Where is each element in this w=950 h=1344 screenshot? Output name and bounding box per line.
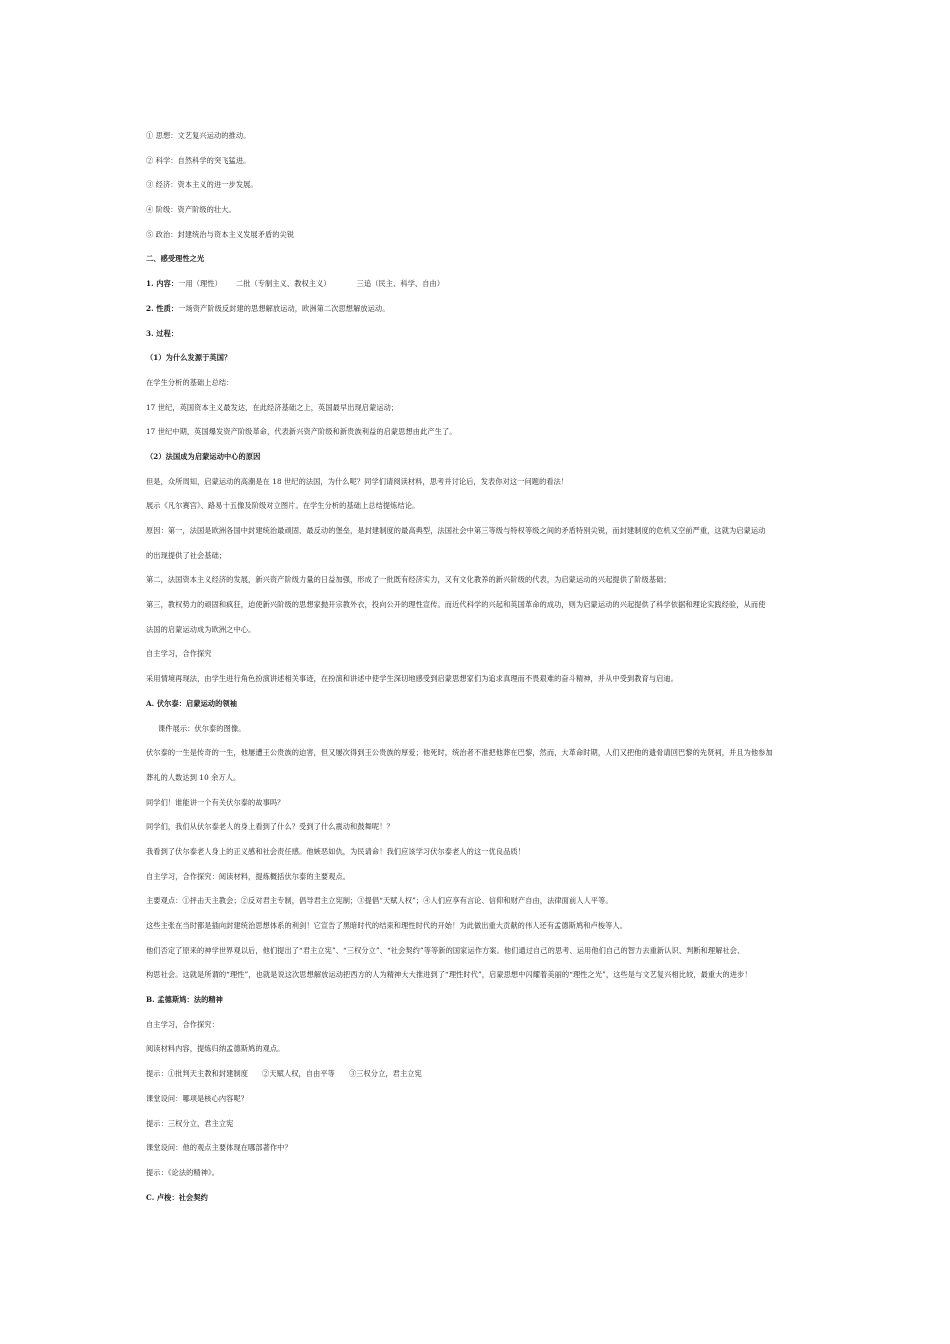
montesquieu-hint-2: 提示：三权分立，君主立宪 — [146, 1118, 234, 1128]
montesquieu-heading: B. 孟德斯鸠：法的精神 — [146, 995, 223, 1005]
voltaire-question-story: 同学们！谁能讲一个有关伏尔泰的故事吗？ — [146, 797, 285, 807]
reason1-line-a: 原因：第一，法国是欧洲各国中封建统治最顽固、最反动的堡垒，是封建制度的最高典型，法国社会中第三等级与特权等级之间的矛盾特别尖锐，而封建制度的危机又空前严重，这就为启蒙运动 — [146, 526, 766, 535]
voltaire-summary-line-a: 他们否定了原来的神学世界观以后，他们提出了“君主立宪”、“三权分立”、“社会契约”等等新的国家运作方案。他们通过自己的思考、运用他们自己的智力去重新认识、判断和理解社会、 — [146, 945, 745, 955]
q1-line-3: 17 世纪中期，英国爆发资产阶级革命，代表新兴资产阶级和新贵族利益的启蒙思想由此产生了。 — [146, 427, 457, 437]
q1-line-1: 在学生分析的基础上总结： — [146, 377, 234, 387]
voltaire-question-learn: 同学们，我们从伏尔泰老人的身上看到了什么？受到了什么震动和鼓舞呢！？ — [146, 822, 394, 832]
q1-heading: （1）为什么发源于英国？ — [146, 353, 232, 363]
voltaire-courseware: 课件展示：伏尔泰的图像。 — [158, 723, 246, 733]
q1-line-2: 17 世纪，英国资本主义最发达，在此经济基础之上，英国最早出现启蒙运动； — [146, 402, 399, 412]
reason1-line-b: 的出现提供了社会基础； — [146, 550, 227, 560]
background-item-4: ④ 阶级：资产阶级的壮大。 — [146, 205, 236, 215]
hint-part-3: ③三权分立，君主立宪 — [348, 1069, 422, 1079]
hint-part-1: ①批判天主教和封建制度 — [167, 1069, 249, 1079]
voltaire-summary-line-b: 构思社会。这就是所谓的“理性”，也就是说这次思想解放运动把西方的人为精神大大推进到了“理性时代”，启蒙思想中闪耀着美丽的“理性之光”，这些是与文艺复兴相比较，最重大的进步！ — [146, 970, 752, 980]
reason2-line: 第二，法国资本主义经济的发展，新兴资产阶级力量的日益加强，形成了一批既有经济实力，又有文化教养的新兴阶级的代表，为启蒙运动的兴起提供了阶级基础； — [146, 575, 671, 585]
background-item-5: ⑤ 政治：封建统治与资本主义发展矛盾的尖锐 — [146, 229, 295, 239]
document-body — [146, 128, 814, 1214]
montesquieu-read: 阅读材料内容，提炼归纳孟德斯鸠的观点。 — [146, 1044, 285, 1054]
reason3-line-a: 第三，教权势力的顽固和疯狂，迫使新兴阶级的思想家抛开宗教外衣，投向公开的理性宣传。而近代科学的兴起和英国革命的成功，则为启蒙运动的兴起提供了科学依据和理论实践经验，从而使 — [146, 600, 766, 610]
nature-label: 2. 性质： — [146, 303, 179, 313]
rousseau-heading: C. 卢梭：社会契约 — [146, 1192, 208, 1202]
reason3-line-b: 法国的启蒙运动成为欧洲之中心。 — [146, 624, 256, 634]
self-study-line: 自主学习，合作探究 — [146, 649, 212, 659]
montesquieu-question-1: 课堂设问：哪项是核心内容呢？ — [146, 1093, 249, 1103]
voltaire-heading: A. 伏尔泰：启蒙运动的领袖 — [146, 698, 238, 708]
method-line: 采用情境再现法，由学生进行角色扮演讲述相关事迹，在扮演和讲述中使学生深切地感受到启蒙思想家们为追求真理而不畏艰难的奋斗精神，并从中受到教育与启迪。 — [146, 674, 678, 684]
content-part-3: 三追（民主、科学、自由） — [356, 279, 445, 289]
montesquieu-hint-1 — [146, 1066, 814, 1091]
voltaire-bio-line-b: 葬礼的人数达到 10 余万人。 — [146, 772, 241, 782]
voltaire-bio-line-a: 伏尔泰的一生是传奇的一生，他屡遭王公贵族的迫害，但又屡次得到王公贵族的厚爱；他死时，统治者不准把他葬在巴黎，然而，大革命时期，人们又把他的遗骨请回巴黎的先贤祠，并且为他参加 — [146, 748, 773, 758]
hint-part-2: ②天赋人权，自由平等 — [262, 1069, 335, 1079]
section-heading-reason-light: 二、感受理性之光 — [146, 254, 205, 264]
content-label: 1. 内容： — [146, 279, 179, 289]
nature-line — [146, 301, 814, 326]
voltaire-task: 自主学习，合作探究：阅读材料，提炼概括伏尔泰的主要观点。 — [146, 871, 351, 881]
q2-line-1: 但是，众所周知，启蒙运动的高潮是在 18 世纪的法国，为什么呢？同学们请阅读材料，思考并讨论后，发表你对这一问题的看法！ — [146, 476, 569, 486]
background-item-2: ② 科学：自然科学的突飞猛进。 — [146, 155, 251, 165]
hint-label: 提示： — [146, 1069, 168, 1079]
montesquieu-task: 自主学习，合作探究： — [146, 1019, 219, 1029]
q2-heading: （2）法国成为启蒙运动中心的原因 — [146, 451, 261, 461]
voltaire-answer: 我看到了伏尔泰老人身上的正义感和社会责任感。他嫉恶如仇，为民请命！我们应该学习伏尔泰老人的这一优良品质！ — [146, 846, 525, 856]
montesquieu-hint-3: 提示：《论法的精神》。 — [146, 1167, 219, 1177]
background-item-1: ① 思想：文艺复兴运动的推动。 — [146, 131, 251, 140]
q2-line-2: 展示《凡尔赛宫》、路易十五像及阶级对立图片。在学生分析的基础上总结提炼结论。 — [146, 501, 420, 511]
nature-text: 一场资产阶级反封建的思想解放运动，欧洲第二次思想解放运动。 — [178, 303, 390, 313]
content-part-2: 二批（专制主义、教权主义） — [235, 279, 331, 289]
content-line — [146, 276, 814, 301]
voltaire-impact: 这些主张在当时都是插向封建统治思想体系的利剑！它宣告了黑暗时代的结束和理性时代的开始！为此做出重大贡献的伟人还有孟德斯鸠和卢梭等人。 — [146, 921, 627, 930]
voltaire-views: 主要观点：①抨击天主教会；②反对君主专制，倡导君主立宪制；③提倡“天赋人权”；④人们应享有言论、信仰和财产自由，法律面前人人平等。 — [146, 896, 613, 906]
process-label: 3. 过程： — [146, 328, 179, 338]
content-part-1: 一用（理性） — [178, 279, 222, 289]
montesquieu-question-2: 课堂设问：他的观点主要体现在哪部著作中？ — [146, 1143, 292, 1153]
background-item-3: ③ 经济：资本主义的进一步发展。 — [146, 180, 258, 190]
